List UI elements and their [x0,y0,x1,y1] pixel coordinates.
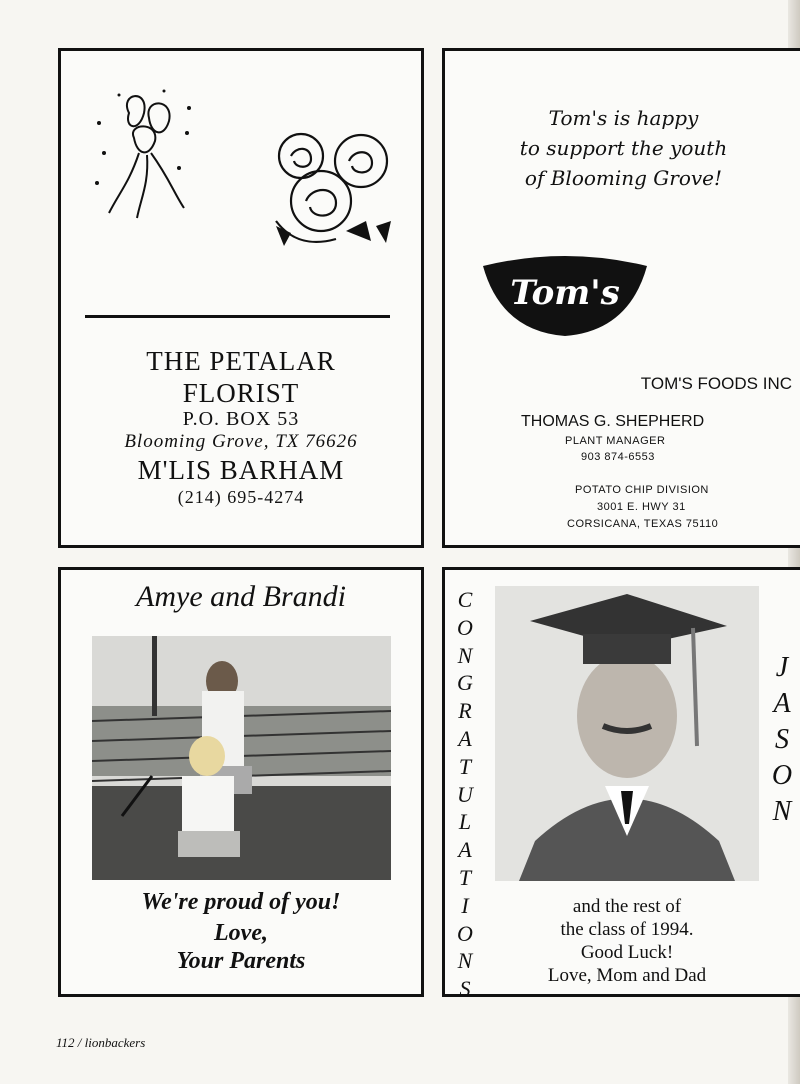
amye-message-1: We're proud of you! [141,889,341,915]
twirlers-photo [92,636,391,880]
jason-name-letter: S [775,724,789,755]
congratulations-letter: R [458,698,472,724]
amye-message-2: Love, [214,920,268,946]
toms-logo [479,256,651,338]
graduate-photo [495,586,759,881]
florist-name-line2: FLORIST [182,378,300,408]
amye-message-3: Your Parents [176,948,306,974]
jason-message-4: Love, Mom and Dad [547,965,707,986]
page-footer: 112 / lionbackers [56,1035,146,1050]
congratulations-letter: G [457,670,473,696]
congratulations-letter: N [457,948,473,974]
toms-tagline-1: Tom's is happy [548,106,699,130]
congratulations-letter: L [458,809,472,835]
jason-name-letter: J [775,652,789,683]
toms-company: TOM'S FOODS INC [640,374,792,393]
congratulations-letter: N [457,642,473,668]
congratulations-letter: I [461,892,469,918]
toms-ad [442,48,800,548]
florist-po-box: P.O. BOX 53 [182,408,300,430]
congratulations-letter: A [458,725,472,751]
florist-city: Blooming Grove, TX 76626 [124,431,358,452]
toms-person: THOMAS G. SHEPHERD [521,413,705,430]
florist-ad [58,48,424,548]
toms-address: 3001 E. HWY 31 [597,501,686,513]
jason-name-letter: O [771,760,793,791]
congratulations-letter: T [458,864,472,890]
florist-phone: (214) 695-4274 [177,487,305,507]
congratulations-letter: O [457,614,473,640]
jason-message-3: Good Luck! [580,942,674,963]
divider-rule [85,315,390,318]
jason-name-vertical [767,650,797,830]
congratulations-letter: A [458,837,472,863]
jason-ad [442,567,800,1002]
toms-phone: 903 874-6553 [581,451,655,463]
jason-message-1: and the rest of [572,896,682,917]
congratulations-letter: C [457,587,473,612]
congratulations-letter: O [457,920,473,946]
hearts-icon [89,83,199,223]
toms-role: PLANT MANAGER [565,435,666,447]
toms-division: POTATO CHIP DIVISION [575,484,709,496]
florist-owner: M'LIS BARHAM [137,455,345,485]
congratulations-letter: U [457,781,473,807]
congratulations-vertical [453,586,477,1003]
congratulations-letter: S [459,976,471,1002]
congratulations-letter: T [458,753,472,779]
toms-logo-text: Tom's [510,273,620,313]
amye-brandi-ad [58,567,424,997]
toms-tagline-2: to support the youth [519,136,728,160]
roses-icon [266,121,396,251]
amye-title: Amye and Brandi [136,580,346,613]
jason-name-letter: N [772,796,792,827]
toms-city: CORSICANA, TEXAS 75110 [567,518,719,530]
jason-name-letter: A [773,688,791,719]
jason-message-2: the class of 1994. [560,919,694,940]
florist-name-line1: THE PETALAR [146,346,336,376]
toms-tagline-3: of Blooming Grove! [524,166,723,190]
